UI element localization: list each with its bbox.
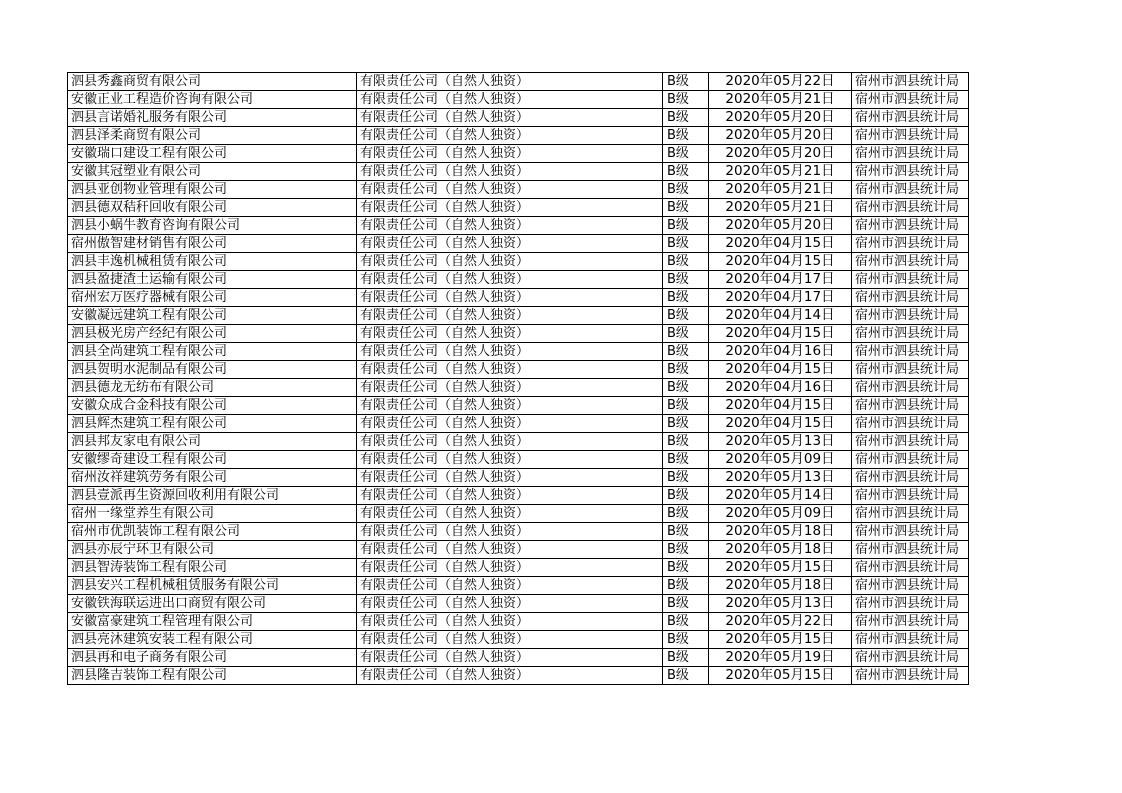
assessment-date-cell: 2020年05月18日 bbox=[709, 523, 852, 541]
credit-grade-cell: B级 bbox=[663, 73, 709, 91]
credit-grade-cell: B级 bbox=[663, 559, 709, 577]
table-row bbox=[68, 199, 969, 217]
company-type-cell: 有限责任公司（自然人独资） bbox=[357, 343, 663, 361]
company-name-cell: 安徽凝远建筑工程有限公司 bbox=[68, 307, 357, 325]
credit-grade-cell: B级 bbox=[663, 433, 709, 451]
authority-cell: 宿州市泗县统计局 bbox=[852, 559, 969, 577]
authority-cell: 宿州市泗县统计局 bbox=[852, 271, 969, 289]
company-type-cell: 有限责任公司（自然人独资） bbox=[357, 253, 663, 271]
table-row bbox=[68, 505, 969, 523]
table-row bbox=[68, 577, 969, 595]
company-name-cell: 安徽其冠塑业有限公司 bbox=[68, 163, 357, 181]
credit-grade-cell: B级 bbox=[663, 667, 709, 685]
assessment-date-cell: 2020年05月18日 bbox=[709, 577, 852, 595]
company-type-cell: 有限责任公司（自然人独资） bbox=[357, 325, 663, 343]
company-name-cell: 泗县盈捷渣土运输有限公司 bbox=[68, 271, 357, 289]
credit-grade-cell: B级 bbox=[663, 199, 709, 217]
authority-cell: 宿州市泗县统计局 bbox=[852, 433, 969, 451]
company-type-cell: 有限责任公司（自然人独资） bbox=[357, 595, 663, 613]
credit-grade-cell: B级 bbox=[663, 577, 709, 595]
authority-cell: 宿州市泗县统计局 bbox=[852, 307, 969, 325]
table-row bbox=[68, 451, 969, 469]
company-name-cell: 泗县德双秸秆回收有限公司 bbox=[68, 199, 357, 217]
assessment-date-cell: 2020年04月17日 bbox=[709, 289, 852, 307]
authority-cell: 宿州市泗县统计局 bbox=[852, 253, 969, 271]
credit-grade-cell: B级 bbox=[663, 523, 709, 541]
credit-grade-cell: B级 bbox=[663, 145, 709, 163]
company-name-cell: 宿州宏万医疗器械有限公司 bbox=[68, 289, 357, 307]
table-row bbox=[68, 541, 969, 559]
table-row bbox=[68, 235, 969, 253]
assessment-date-cell: 2020年05月15日 bbox=[709, 667, 852, 685]
company-type-cell: 有限责任公司（自然人独资） bbox=[357, 469, 663, 487]
company-name-cell: 泗县贺明水泥制品有限公司 bbox=[68, 361, 357, 379]
company-name-cell: 泗县全尚建筑工程有限公司 bbox=[68, 343, 357, 361]
company-type-cell: 有限责任公司（自然人独资） bbox=[357, 109, 663, 127]
company-name-cell: 泗县壹派再生资源回收利用有限公司 bbox=[68, 487, 357, 505]
credit-grade-cell: B级 bbox=[663, 181, 709, 199]
table-row bbox=[68, 73, 969, 91]
company-type-cell: 有限责任公司（自然人独资） bbox=[357, 397, 663, 415]
credit-grade-cell: B级 bbox=[663, 361, 709, 379]
authority-cell: 宿州市泗县统计局 bbox=[852, 397, 969, 415]
company-name-cell: 泗县极光房产经纪有限公司 bbox=[68, 325, 357, 343]
table-row bbox=[68, 379, 969, 397]
table-row bbox=[68, 217, 969, 235]
company-type-cell: 有限责任公司（自然人独资） bbox=[357, 523, 663, 541]
assessment-date-cell: 2020年04月17日 bbox=[709, 271, 852, 289]
company-name-cell: 泗县安兴工程机械租赁服务有限公司 bbox=[68, 577, 357, 595]
company-name-cell: 宿州市优凯装饰工程有限公司 bbox=[68, 523, 357, 541]
company-type-cell: 有限责任公司（自然人独资） bbox=[357, 163, 663, 181]
company-name-cell: 泗县辉杰建筑工程有限公司 bbox=[68, 415, 357, 433]
company-credit-table bbox=[67, 72, 969, 685]
credit-grade-cell: B级 bbox=[663, 451, 709, 469]
authority-cell: 宿州市泗县统计局 bbox=[852, 631, 969, 649]
assessment-date-cell: 2020年05月13日 bbox=[709, 595, 852, 613]
assessment-date-cell: 2020年04月15日 bbox=[709, 397, 852, 415]
company-name-cell: 安徽铁海联运进出口商贸有限公司 bbox=[68, 595, 357, 613]
authority-cell: 宿州市泗县统计局 bbox=[852, 577, 969, 595]
assessment-date-cell: 2020年04月16日 bbox=[709, 343, 852, 361]
company-type-cell: 有限责任公司（自然人独资） bbox=[357, 415, 663, 433]
credit-grade-cell: B级 bbox=[663, 379, 709, 397]
credit-grade-cell: B级 bbox=[663, 235, 709, 253]
company-type-cell: 有限责任公司（自然人独资） bbox=[357, 217, 663, 235]
credit-grade-cell: B级 bbox=[663, 505, 709, 523]
company-name-cell: 泗县亦辰宁环卫有限公司 bbox=[68, 541, 357, 559]
table-row bbox=[68, 559, 969, 577]
authority-cell: 宿州市泗县统计局 bbox=[852, 91, 969, 109]
authority-cell: 宿州市泗县统计局 bbox=[852, 595, 969, 613]
assessment-date-cell: 2020年05月19日 bbox=[709, 649, 852, 667]
company-name-cell: 安徽众成合金科技有限公司 bbox=[68, 397, 357, 415]
table-row bbox=[68, 613, 969, 631]
assessment-date-cell: 2020年05月09日 bbox=[709, 451, 852, 469]
table-row bbox=[68, 667, 969, 685]
company-name-cell: 泗县智涛装饰工程有限公司 bbox=[68, 559, 357, 577]
company-type-cell: 有限责任公司（自然人独资） bbox=[357, 199, 663, 217]
assessment-date-cell: 2020年05月21日 bbox=[709, 91, 852, 109]
authority-cell: 宿州市泗县统计局 bbox=[852, 181, 969, 199]
table-body bbox=[68, 73, 969, 685]
table-row bbox=[68, 91, 969, 109]
authority-cell: 宿州市泗县统计局 bbox=[852, 541, 969, 559]
credit-grade-cell: B级 bbox=[663, 649, 709, 667]
authority-cell: 宿州市泗县统计局 bbox=[852, 649, 969, 667]
assessment-date-cell: 2020年05月14日 bbox=[709, 487, 852, 505]
table-row bbox=[68, 595, 969, 613]
authority-cell: 宿州市泗县统计局 bbox=[852, 289, 969, 307]
table-row bbox=[68, 181, 969, 199]
assessment-date-cell: 2020年04月15日 bbox=[709, 325, 852, 343]
company-type-cell: 有限责任公司（自然人独资） bbox=[357, 289, 663, 307]
company-name-cell: 泗县德龙无纺布有限公司 bbox=[68, 379, 357, 397]
assessment-date-cell: 2020年05月13日 bbox=[709, 433, 852, 451]
table-row bbox=[68, 127, 969, 145]
company-type-cell: 有限责任公司（自然人独资） bbox=[357, 667, 663, 685]
credit-grade-cell: B级 bbox=[663, 415, 709, 433]
company-name-cell: 泗县言诺婚礼服务有限公司 bbox=[68, 109, 357, 127]
table-row bbox=[68, 433, 969, 451]
table-row bbox=[68, 343, 969, 361]
company-name-cell: 泗县再和电子商务有限公司 bbox=[68, 649, 357, 667]
authority-cell: 宿州市泗县统计局 bbox=[852, 343, 969, 361]
assessment-date-cell: 2020年05月15日 bbox=[709, 631, 852, 649]
authority-cell: 宿州市泗县统计局 bbox=[852, 415, 969, 433]
table-row bbox=[68, 271, 969, 289]
assessment-date-cell: 2020年05月21日 bbox=[709, 181, 852, 199]
credit-grade-cell: B级 bbox=[663, 343, 709, 361]
company-type-cell: 有限责任公司（自然人独资） bbox=[357, 433, 663, 451]
credit-grade-cell: B级 bbox=[663, 217, 709, 235]
company-name-cell: 宿州傲智建材销售有限公司 bbox=[68, 235, 357, 253]
company-type-cell: 有限责任公司（自然人独资） bbox=[357, 181, 663, 199]
table-row bbox=[68, 361, 969, 379]
authority-cell: 宿州市泗县统计局 bbox=[852, 361, 969, 379]
company-type-cell: 有限责任公司（自然人独资） bbox=[357, 505, 663, 523]
authority-cell: 宿州市泗县统计局 bbox=[852, 127, 969, 145]
credit-grade-cell: B级 bbox=[663, 631, 709, 649]
table-row bbox=[68, 307, 969, 325]
company-name-cell: 安徽瑞口建设工程有限公司 bbox=[68, 145, 357, 163]
credit-grade-cell: B级 bbox=[663, 109, 709, 127]
assessment-date-cell: 2020年04月15日 bbox=[709, 235, 852, 253]
company-name-cell: 泗县丰逸机械租赁有限公司 bbox=[68, 253, 357, 271]
company-type-cell: 有限责任公司（自然人独资） bbox=[357, 307, 663, 325]
credit-grade-cell: B级 bbox=[663, 541, 709, 559]
company-type-cell: 有限责任公司（自然人独资） bbox=[357, 541, 663, 559]
credit-grade-cell: B级 bbox=[663, 289, 709, 307]
assessment-date-cell: 2020年05月18日 bbox=[709, 541, 852, 559]
credit-grade-cell: B级 bbox=[663, 595, 709, 613]
table-row bbox=[68, 487, 969, 505]
assessment-date-cell: 2020年04月15日 bbox=[709, 361, 852, 379]
company-type-cell: 有限责任公司（自然人独资） bbox=[357, 379, 663, 397]
assessment-date-cell: 2020年05月20日 bbox=[709, 145, 852, 163]
table-row bbox=[68, 163, 969, 181]
company-type-cell: 有限责任公司（自然人独资） bbox=[357, 361, 663, 379]
company-type-cell: 有限责任公司（自然人独资） bbox=[357, 91, 663, 109]
table-row bbox=[68, 523, 969, 541]
table-row bbox=[68, 289, 969, 307]
company-type-cell: 有限责任公司（自然人独资） bbox=[357, 271, 663, 289]
company-name-cell: 泗县隆吉装饰工程有限公司 bbox=[68, 667, 357, 685]
company-name-cell: 泗县亚创物业管理有限公司 bbox=[68, 181, 357, 199]
assessment-date-cell: 2020年05月15日 bbox=[709, 559, 852, 577]
credit-grade-cell: B级 bbox=[663, 613, 709, 631]
assessment-date-cell: 2020年05月21日 bbox=[709, 163, 852, 181]
company-name-cell: 泗县邦友家电有限公司 bbox=[68, 433, 357, 451]
assessment-date-cell: 2020年05月13日 bbox=[709, 469, 852, 487]
table-row bbox=[68, 469, 969, 487]
credit-grade-cell: B级 bbox=[663, 127, 709, 145]
company-name-cell: 安徽富豪建筑工程管理有限公司 bbox=[68, 613, 357, 631]
authority-cell: 宿州市泗县统计局 bbox=[852, 667, 969, 685]
authority-cell: 宿州市泗县统计局 bbox=[852, 163, 969, 181]
company-type-cell: 有限责任公司（自然人独资） bbox=[357, 649, 663, 667]
company-name-cell: 泗县亮沐建筑安装工程有限公司 bbox=[68, 631, 357, 649]
table-row bbox=[68, 325, 969, 343]
authority-cell: 宿州市泗县统计局 bbox=[852, 469, 969, 487]
assessment-date-cell: 2020年05月20日 bbox=[709, 127, 852, 145]
credit-grade-cell: B级 bbox=[663, 397, 709, 415]
company-name-cell: 泗县小蜗牛教育咨询有限公司 bbox=[68, 217, 357, 235]
authority-cell: 宿州市泗县统计局 bbox=[852, 451, 969, 469]
company-type-cell: 有限责任公司（自然人独资） bbox=[357, 73, 663, 91]
authority-cell: 宿州市泗县统计局 bbox=[852, 235, 969, 253]
assessment-date-cell: 2020年04月14日 bbox=[709, 307, 852, 325]
assessment-date-cell: 2020年05月20日 bbox=[709, 217, 852, 235]
authority-cell: 宿州市泗县统计局 bbox=[852, 613, 969, 631]
authority-cell: 宿州市泗县统计局 bbox=[852, 145, 969, 163]
authority-cell: 宿州市泗县统计局 bbox=[852, 505, 969, 523]
table-row bbox=[68, 397, 969, 415]
authority-cell: 宿州市泗县统计局 bbox=[852, 325, 969, 343]
authority-cell: 宿州市泗县统计局 bbox=[852, 199, 969, 217]
assessment-date-cell: 2020年04月16日 bbox=[709, 379, 852, 397]
company-type-cell: 有限责任公司（自然人独资） bbox=[357, 613, 663, 631]
credit-grade-cell: B级 bbox=[663, 271, 709, 289]
company-name-cell: 泗县秀鑫商贸有限公司 bbox=[68, 73, 357, 91]
authority-cell: 宿州市泗县统计局 bbox=[852, 487, 969, 505]
assessment-date-cell: 2020年05月22日 bbox=[709, 73, 852, 91]
company-type-cell: 有限责任公司（自然人独资） bbox=[357, 145, 663, 163]
company-type-cell: 有限责任公司（自然人独资） bbox=[357, 487, 663, 505]
credit-grade-cell: B级 bbox=[663, 487, 709, 505]
company-type-cell: 有限责任公司（自然人独资） bbox=[357, 577, 663, 595]
assessment-date-cell: 2020年05月21日 bbox=[709, 199, 852, 217]
credit-grade-cell: B级 bbox=[663, 307, 709, 325]
assessment-date-cell: 2020年05月20日 bbox=[709, 109, 852, 127]
table-row bbox=[68, 253, 969, 271]
company-type-cell: 有限责任公司（自然人独资） bbox=[357, 127, 663, 145]
authority-cell: 宿州市泗县统计局 bbox=[852, 109, 969, 127]
company-name-cell: 宿州汝祥建筑劳务有限公司 bbox=[68, 469, 357, 487]
credit-grade-cell: B级 bbox=[663, 91, 709, 109]
credit-grade-cell: B级 bbox=[663, 163, 709, 181]
company-name-cell: 安徽缪奇建设工程有限公司 bbox=[68, 451, 357, 469]
assessment-date-cell: 2020年04月15日 bbox=[709, 253, 852, 271]
table-row bbox=[68, 415, 969, 433]
table-row bbox=[68, 145, 969, 163]
credit-grade-cell: B级 bbox=[663, 469, 709, 487]
company-type-cell: 有限责任公司（自然人独资） bbox=[357, 235, 663, 253]
authority-cell: 宿州市泗县统计局 bbox=[852, 73, 969, 91]
authority-cell: 宿州市泗县统计局 bbox=[852, 379, 969, 397]
company-name-cell: 宿州一缘堂养生有限公司 bbox=[68, 505, 357, 523]
company-type-cell: 有限责任公司（自然人独资） bbox=[357, 451, 663, 469]
credit-grade-cell: B级 bbox=[663, 325, 709, 343]
table-row bbox=[68, 109, 969, 127]
authority-cell: 宿州市泗县统计局 bbox=[852, 523, 969, 541]
company-name-cell: 安徽正业工程造价咨询有限公司 bbox=[68, 91, 357, 109]
company-name-cell: 泗县泽柔商贸有限公司 bbox=[68, 127, 357, 145]
table-row bbox=[68, 649, 969, 667]
authority-cell: 宿州市泗县统计局 bbox=[852, 217, 969, 235]
credit-grade-cell: B级 bbox=[663, 253, 709, 271]
assessment-date-cell: 2020年04月15日 bbox=[709, 415, 852, 433]
table-row bbox=[68, 631, 969, 649]
company-type-cell: 有限责任公司（自然人独资） bbox=[357, 559, 663, 577]
assessment-date-cell: 2020年05月22日 bbox=[709, 613, 852, 631]
company-type-cell: 有限责任公司（自然人独资） bbox=[357, 631, 663, 649]
assessment-date-cell: 2020年05月09日 bbox=[709, 505, 852, 523]
